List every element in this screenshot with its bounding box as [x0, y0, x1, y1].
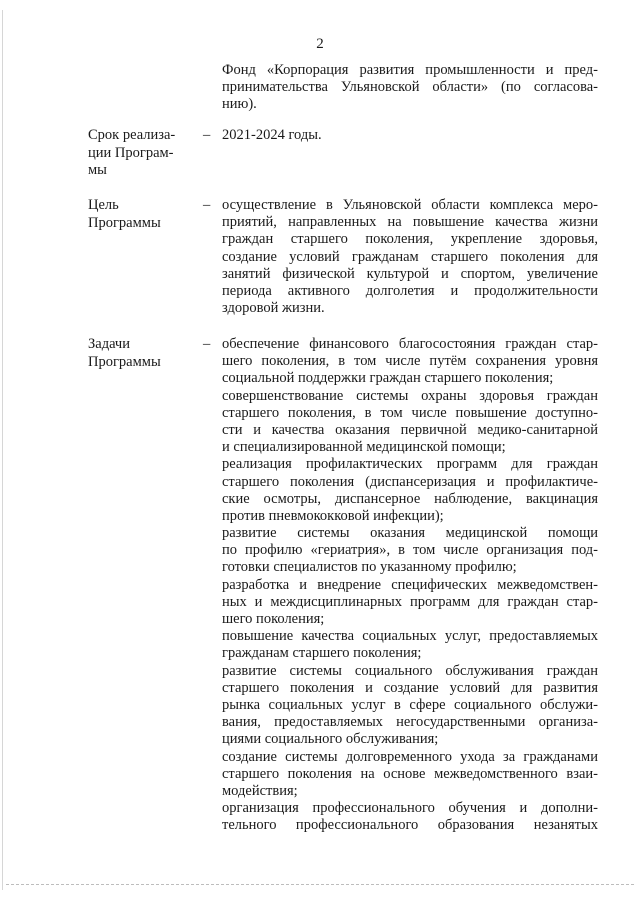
content-line: старшего поколения и создание условий для развития — [222, 679, 598, 696]
section-label — [88, 127, 196, 180]
content-line: обеспечение финансового благосостояния граждан стар- — [222, 336, 598, 352]
label-line: Программы — [88, 353, 161, 370]
content-line: вания, предоставляемых негосударственными организа- — [222, 714, 598, 731]
label-line: Программы — [88, 214, 161, 231]
content-line: рынка социальных услуг в сфере социального обслужи- — [222, 696, 598, 713]
scan-left-edge — [2, 10, 3, 890]
dash-separator: – — [203, 336, 211, 352]
content-line: и специализированной медицинской помощи; — [222, 439, 506, 456]
content-line: модействия; — [222, 782, 298, 799]
content-line: по профилю «гериатрия», в том числе организация под- — [222, 542, 598, 559]
label-line: Цель — [88, 197, 119, 213]
section-label — [88, 197, 196, 232]
intro-paragraph — [222, 62, 598, 114]
content-line: гражданам старшего поколения; — [222, 645, 422, 662]
content-line: шего поколения; — [222, 611, 325, 627]
label-line: ции Програм- — [88, 144, 174, 161]
content-line: граждан старшего поколения, укрепление здоровья, — [222, 231, 598, 248]
content-line: приятий, направленных на повышение качества жизни — [222, 214, 598, 231]
content-line: шего поколения, в том числе путём сохранения уровня — [222, 353, 598, 370]
content-line: старшего поколения (диспансеризация и профилактиче- — [222, 473, 598, 490]
content-line: совершенствование системы охраны здоровья граждан — [222, 387, 598, 404]
content-line: против пневмококковой инфекции); — [222, 507, 444, 524]
content-line: повышение качества социальных услуг, предоставляемых — [222, 628, 598, 645]
content-line: здоровой жизни. — [222, 300, 325, 317]
content-line: социальной поддержки граждан старшего поколения; — [222, 370, 554, 387]
content-line: старшего поколения, в том числе повышение доступно- — [222, 404, 598, 421]
content-line: развитие системы оказания медицинской помощи — [222, 525, 598, 542]
label-line: мы — [88, 162, 107, 178]
intro-line: нию). — [222, 96, 257, 113]
content-line: организация профессионального обучения и дополни- — [222, 800, 598, 817]
content-line: создание условий гражданам старшего поколения для — [222, 248, 598, 265]
label-line: Срок реализа- — [88, 127, 176, 143]
dash-separator: – — [203, 197, 211, 213]
content-line: создание системы долговременного ухода за гражданами — [222, 748, 598, 765]
content-line: сти и качества оказания первичной медико-санитарной — [222, 421, 598, 438]
content-line: старшего поколения на основе межведомственного взаи- — [222, 765, 598, 782]
content-line: ские осмотры, диспансерное наблюдение, вакцинация — [222, 490, 598, 507]
page-number: 2 — [316, 36, 324, 52]
content-line: 2021-2024 годы. — [222, 127, 322, 143]
content-line: тельного профессионального образования незанятых — [222, 817, 598, 834]
content-line: ных и междисциплинарных программ для граждан стар- — [222, 593, 598, 610]
section-label — [88, 336, 196, 371]
footer-rule — [6, 884, 634, 885]
content-line: циями социального обслуживания; — [222, 731, 439, 748]
dash-separator: – — [203, 127, 211, 143]
intro-line: Фонд «Корпорация развития промышленности и пред- — [222, 62, 598, 78]
content-line: готовки специалистов по указанному профилю; — [222, 559, 517, 576]
content-line: разработка и внедрение специфических межведомствен- — [222, 576, 598, 593]
label-line: Задачи — [88, 336, 130, 352]
section-content — [222, 127, 598, 144]
content-line: развитие системы социального обслуживания граждан — [222, 662, 598, 679]
intro-line: принимательства Ульяновской области» (по согласова- — [222, 79, 598, 96]
content-line: осуществление в Ульяновской области комплекса меро- — [222, 197, 598, 213]
section-content — [222, 336, 598, 834]
content-line: реализация профилактических программ для граждан — [222, 456, 598, 473]
section-content — [222, 197, 598, 317]
content-line: занятий физической культурой и спортом, увеличение — [222, 265, 598, 282]
content-line: периода активного долголетия и продолжительности — [222, 282, 598, 299]
